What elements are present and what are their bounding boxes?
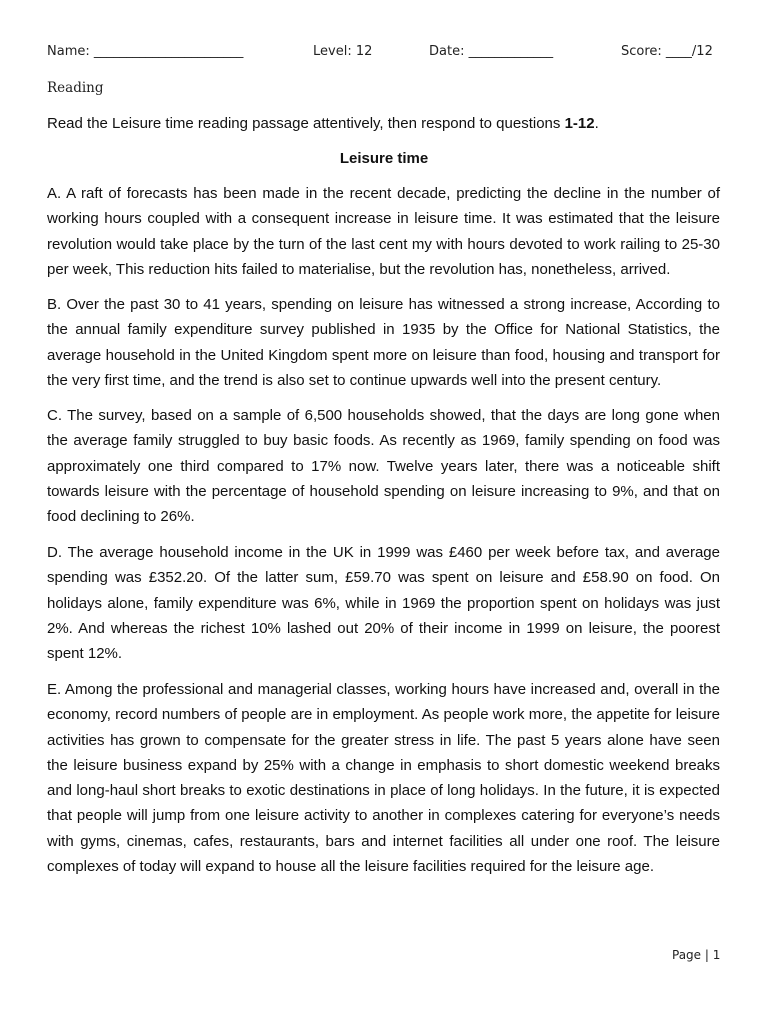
paragraph-c: C. The survey, based on a sample of 6,500 households showed, that the days are long gone when the average family struggled to buy basic foods. As recently as 1969, family spending on food was approximately one third compared to 17% now. Twelve years later, there was a noticeable shift towards leisure with the percentage of household spending on leisure increasing to 9%, and that on food declining to 26%. bbox=[47, 407, 720, 526]
section-label: Reading bbox=[47, 80, 104, 96]
score-field: Score: ____/12 bbox=[621, 44, 713, 59]
instructions-text: Read the Leisure time reading passage attentively, then respond to questions bbox=[47, 115, 565, 132]
instructions-end: . bbox=[594, 115, 599, 132]
page-number: Page | 1 bbox=[672, 948, 721, 962]
passage-title: Leisure time bbox=[339, 150, 429, 167]
instructions bbox=[47, 115, 727, 132]
paragraph-e: E. Among the professional and managerial classes, working hours have increased and, overall in the economy, record numbers of people are in employment. As people work more, the appetite for leisure activities has grown to compensate for the greater stress in life. The past 5 years alone have seen the leisure business expand by 25% with a change in emphasis to short domestic weekend breaks and long-haul short breaks to exotic destinations in place of long holidays. In the future, it is expected that people will jump from one leisure activity to another in complexes catering for everyone’s needs with gyms, cinemas, cafes, restaurants, bars and internet facilities all under one roof. The leisure complexes of today will expand to house all the leisure facilities required for the leisure age. bbox=[47, 681, 720, 876]
question-range: 1-12 bbox=[564, 115, 595, 132]
paragraph-d: D. The average household income in the UK in 1999 was £460 per week before tax, and average spending was £352.20. Of the latter sum, £59.70 was spent on leisure and £58.90 on food. On holidays alone, family expenditure was 6%, while in 1969 the proportion spent on holidays was just 2%. And whereas the richest 10% lashed out 20% of their income in 1999 on leisure, the poorest spent 12%. bbox=[47, 544, 720, 663]
paragraph-b: B. Over the past 30 to 41 years, spending on leisure has witnessed a strong increase, According to the annual family expenditure survey published in 1935 by the Office for National Statistics, the average household in the United Kingdom spent more on leisure than food, housing and transport for the very first time, and the trend is also set to continue upwards well into the present century. bbox=[47, 296, 720, 389]
worksheet-header bbox=[47, 44, 721, 64]
name-field: Name: _______________________ bbox=[47, 44, 244, 59]
level-label: Level: 12 bbox=[313, 44, 373, 59]
date-field: Date: _____________ bbox=[429, 44, 554, 59]
paragraph-a: A. A raft of forecasts has been made in the recent decade, predicting the decline in the number of working hours coupled with a consequent increase in leisure time. It was estimated that the leisure revolution would take place by the turn of the last cent my with hours devoted to work railing to 25-30 per week, This reduction hits failed to materialise, but the revolution has, nonetheless, arrived. bbox=[47, 185, 720, 278]
